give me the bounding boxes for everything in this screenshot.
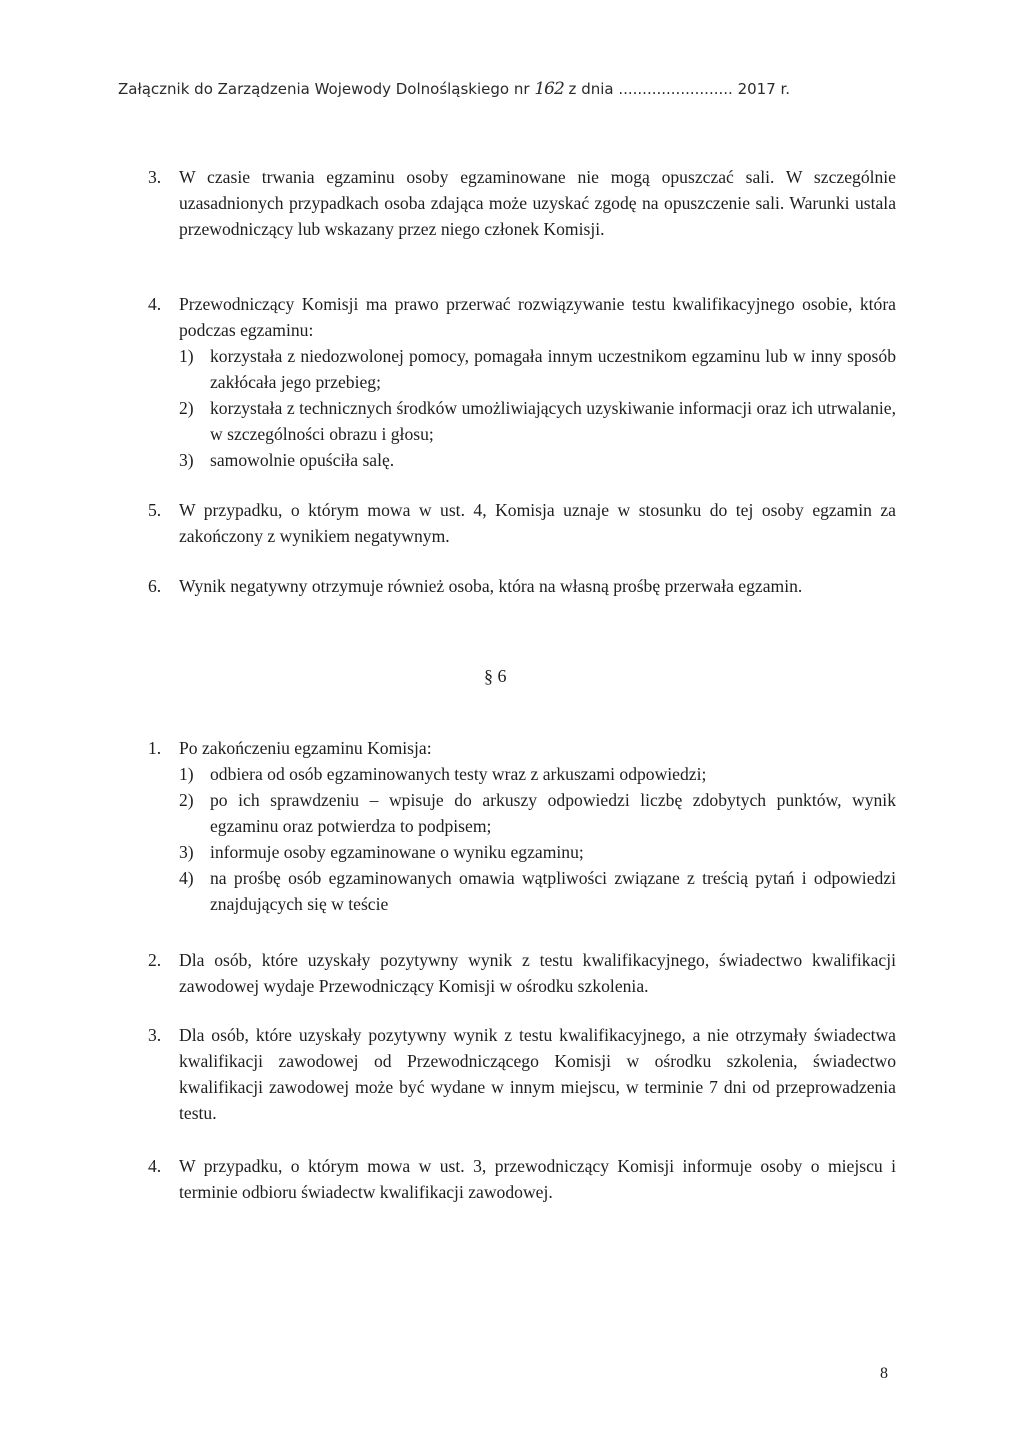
paragraph-text: W przypadku, o którym mowa w ust. 4, Komisja uznaje w stosunku do tej osoby egzamin za zakończony z wynikiem negatywnym. [179, 500, 896, 546]
header-prefix: Załącznik do Zarządzenia Wojewody Dolnośląskiego nr [118, 80, 530, 98]
list-item [148, 447, 896, 473]
list-item-number: 3) [179, 450, 194, 470]
handwritten-number: 162 [534, 79, 564, 99]
paragraph-5 [148, 497, 896, 549]
paragraph-text: Po zakończeniu egzaminu Komisja: [179, 738, 432, 758]
section6-point-4 [148, 1153, 896, 1205]
list-item-text: po ich sprawdzeniu – wpisuje do arkuszy odpowiedzi liczbę zdobytych punktów, wynik egzaminu oraz potwierdza to podpisem; [210, 790, 896, 836]
paragraph-text: Dla osób, które uzyskały pozytywny wynik z testu kwalifikacyjnego, świadectwo kwalifikacji zawodowej wydaje Przewodniczący Komisji w ośrodku szkolenia. [179, 950, 896, 996]
page-header [118, 76, 790, 102]
paragraph-number: 5. [148, 500, 162, 520]
paragraph-text: W przypadku, o którym mowa w ust. 3, przewodniczący Komisji informuje osoby o miejscu i terminie odbioru świadectw kwalifikacji zawodowej. [179, 1156, 896, 1202]
list-item-number: 2) [179, 398, 194, 418]
list-item [148, 839, 896, 865]
section6-point-1 [148, 735, 896, 917]
paragraph-text: Przewodniczący Komisji ma prawo przerwać rozwiązywanie testu kwalifikacyjnego osobie, która podczas egzaminu: [179, 294, 896, 340]
paragraph-number: 3. [148, 1025, 162, 1045]
paragraph-number: 4. [148, 1156, 162, 1176]
list-item [148, 761, 896, 787]
list-item-text: korzystała z niedozwolonej pomocy, pomagała innym uczestnikom egzaminu lub w inny sposób zakłócała jego przebieg; [210, 346, 896, 392]
paragraph-3 [148, 164, 896, 242]
paragraph-number: 6. [148, 576, 162, 596]
header-date: z dnia ........................ [568, 80, 733, 98]
header-year: 2017 r. [737, 80, 791, 98]
list-item-text: odbiera od osób egzaminowanych testy wraz z arkuszami odpowiedzi; [210, 764, 707, 784]
paragraph-6 [148, 573, 896, 599]
list-item [148, 865, 896, 917]
section6-point-2 [148, 947, 896, 999]
paragraph-4 [148, 291, 896, 473]
paragraph-number: 1. [148, 738, 162, 758]
paragraph-text: Wynik negatywny otrzymuje również osoba, która na własną prośbę przerwała egzamin. [179, 576, 803, 596]
list-item [148, 395, 896, 447]
paragraph-number: 3. [148, 167, 162, 187]
list-item-number: 4) [179, 868, 194, 888]
paragraph-text: Dla osób, które uzyskały pozytywny wynik z testu kwalifikacyjnego, a nie otrzymały świadectwa kwalifikacji zawodowej od Przewodniczącego Komisji w ośrodku szkolenia, świadectwo kwalifikacji zawodowej może być wydane w innym miejscu, w terminie 7 dni od przeprowadzenia testu. [179, 1025, 896, 1123]
section6-point-3 [148, 1022, 896, 1126]
list-item-number: 1) [179, 346, 194, 366]
list-item-number: 2) [179, 790, 194, 810]
paragraph-number: 2. [148, 950, 162, 970]
section-heading: § 6 [484, 666, 507, 686]
list-item-text: informuje osoby egzaminowane o wyniku egzaminu; [210, 842, 584, 862]
list-item [148, 343, 896, 395]
list-item-number: 3) [179, 842, 194, 862]
list-item-number: 1) [179, 764, 194, 784]
list-item [148, 787, 896, 839]
list-item-text: korzystała z technicznych środków umożliwiających uzyskiwanie informacji oraz ich utrwalanie, w szczególności obrazu i głosu; [210, 398, 896, 444]
page-number: 8 [880, 1365, 888, 1382]
paragraph-text: W czasie trwania egzaminu osoby egzaminowane nie mogą opuszczać sali. W szczególnie uzasadnionych przypadkach osoba zdająca może uzyskać zgodę na opuszczenie sali. Warunki ustala przewodniczący lub wskazany przez niego członek Komisji. [179, 167, 896, 239]
list-item-text: na prośbę osób egzaminowanych omawia wątpliwości związane z treścią pytań i odpowiedzi znajdujących się w teście [210, 868, 896, 914]
paragraph-number: 4. [148, 294, 162, 314]
list-item-text: samowolnie opuściła salę. [210, 450, 395, 470]
